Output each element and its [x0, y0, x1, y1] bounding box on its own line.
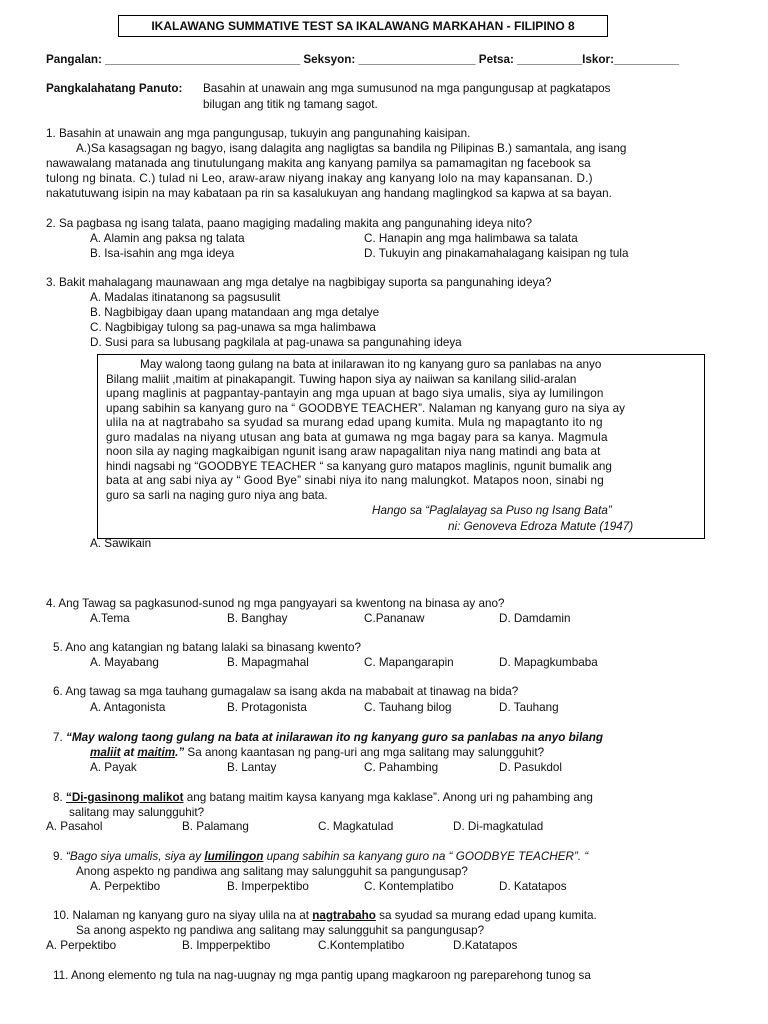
q1-stem: 1. Basahin at unawain ang mga pangungusap, tukuyin ang pangunahing kaisipan. [46, 127, 471, 140]
q9-option-a[interactable]: A. Perpektibo [90, 880, 161, 893]
story-line: noon sila ay naging magkaibigan ngunit isang araw napagalitan niya nang matindi ang bata at [106, 445, 601, 458]
q2-stem: 2. Sa pagbasa ng isang talata, paano magiging madaling makita ang pangunahing ideya nito? [46, 217, 533, 230]
q11-stem: 11. Anong elemento ng tula na nag-uugnay ng mga pantig upang magkaroon ng pareparehong tunog sa [53, 969, 591, 982]
q7-question: Sa anong kaantasan ng pang-uri ang mga salitang may salungguhit? [184, 746, 545, 759]
q7-quote: “May walong taong gulang na bata at inilarawan ito ng kanyang guro sa panlabas na anyo bilang [66, 731, 604, 744]
q9-option-b[interactable]: B. Imperpektibo [227, 880, 309, 893]
q2-option-c[interactable]: C. Hanapin ang mga halimbawa sa talata [364, 232, 578, 245]
story-line: bata at ang sabi niya ay “ Good Bye” sinabi niya ito nang malungkot. Matapos noon, sinabi ng [106, 474, 604, 487]
q7-option-b[interactable]: B. Lantay [227, 761, 277, 774]
q3-option-a[interactable]: A. Madalas itinatanong sa pagsusulit [90, 291, 281, 304]
q10-option-d[interactable]: D.Katatapos [453, 939, 518, 952]
q3-option-b[interactable]: B. Nagbibigay daan upang matandaan ang mga detalye [90, 306, 380, 319]
story-line: Bilang maliit ,maitim at pinakapangit. Tuwing hapon siya ay naiiwan sa kanilang silid-aralan [106, 372, 577, 386]
q10-underlined-word: nagtrabaho [312, 909, 376, 922]
q10-option-a[interactable]: A. Perpektibo [46, 939, 117, 952]
q6-option-d[interactable]: D. Tauhang [499, 701, 559, 714]
story-box [97, 354, 705, 539]
q9-number: 9. [53, 850, 66, 863]
q7-underlined-word-1: maliit [90, 746, 121, 759]
q10-option-b[interactable]: B. Impperpektibo [182, 939, 271, 952]
test-title: IKALAWANG SUMMATIVE TEST SA IKALAWANG MARKAHAN - FILIPINO 8 [118, 15, 608, 37]
q5-option-b[interactable]: B. Mapagmahal [227, 656, 309, 669]
q8-option-a[interactable]: A. Pasahol [46, 820, 103, 833]
q8-stem-line-1 [53, 791, 593, 804]
q8-option-c[interactable]: C. Magkatulad [318, 820, 394, 833]
q9-option-d[interactable]: D. Katatapos [499, 880, 567, 893]
header-fields: Pangalan: ______________________________ Seksyon: __________________ Petsa: __________Iskor:__________ [46, 53, 679, 66]
q4-option-a[interactable]: A.Tema [90, 612, 130, 625]
q7-number: 7. [53, 731, 66, 744]
q7-stem-line-2 [90, 746, 544, 759]
q8-option-d[interactable]: D. Di-magkatulad [453, 820, 544, 833]
q6-option-a[interactable]: A. Antagonista [90, 701, 166, 714]
q3-option-d[interactable]: D. Susi para sa lubusang pagkilala at pag-unawa sa pangunahing ideya [90, 336, 462, 349]
q8-question: ang batang maitim kaysa kanyang mga kaklase”. Anong uri ng pahambing ang [183, 791, 593, 804]
q4-option-b[interactable]: B. Banghay [227, 612, 288, 625]
instructions-line-1: Basahin at unawain ang mga sumusunod na mga pangungusap at pagkatapos [203, 82, 611, 95]
q2-option-b[interactable]: B. Isa-isahin ang mga ideya [90, 247, 235, 260]
q2-option-d[interactable]: D. Tukuyin ang pinakamahalagang kaisipan ng tula [364, 247, 629, 260]
q7-underlined-word-2: maitim [137, 746, 176, 759]
q3-option-c[interactable]: C. Nagbibigay tulong sa pag-unawa sa mga halimbawa [90, 321, 376, 334]
q1-line-1: A.)Sa kasagsagan ng bagyo, isang dalagita ang nagligtas sa bandila ng Pilipinas B.) samantala, ang isang [76, 142, 627, 155]
q6-stem: 6. Ang tawag sa mga tauhang gumagalaw sa isang akda na mababait at tinawag na bida? [53, 685, 519, 698]
q7-stem-line-1 [53, 731, 603, 744]
story-source: Hango sa “Paglalayag sa Puso ng Isang Bata” [372, 504, 612, 517]
q10-pre: 10. Nalaman ng kanyang guro na siyay ulila na at [53, 909, 313, 922]
q10-option-c[interactable]: C.Kontemplatibo [318, 939, 405, 952]
q8-underlined-phrase: “Di-gasinong malikot [66, 791, 184, 804]
story-line: upang maglinis at pagpantay-pantayin ang mga upuan at bago siya umalis, siya ay lumilingon [106, 387, 604, 400]
q10-stem-line-2: Sa anong aspekto ng pandiwa ang salitang may salungguhit sa pangungusap? [76, 924, 485, 937]
q8-stem-line-2: salitang may salungguhit? [69, 806, 205, 819]
q9-underlined-word: lumilingon [204, 850, 264, 863]
q2-option-a[interactable]: A. Alamin ang paksa ng talata [90, 232, 245, 245]
story-line: upang sabihin sa kanyang guro na “ GOODBYE TEACHER”. Nalaman ng kanyang guro na siya ay [106, 401, 626, 415]
q1-line-3: tulong ng binata. C.) tulad ni Leo, araw-araw niyang inakay ang kanyang lolo na may kapansanan. D.) [46, 172, 593, 185]
q9-stem-line-1 [53, 850, 588, 863]
q1-line-4: nakatutuwang isipin na may kabataan pa rin sa kasalukuyan ang handang maglingkod sa kapwa at sa bayan. [46, 187, 612, 200]
q7-option-c[interactable]: C. Pahambing [364, 761, 439, 774]
q6-option-b[interactable]: B. Protagonista [227, 701, 307, 714]
q9-stem-line-2: Anong aspekto ng pandiwa ang salitang may salungguhit sa pangungusap? [76, 865, 468, 878]
q10-post: sa syudad sa murang edad upang kumita. [375, 909, 597, 922]
q9-option-c[interactable]: C. Kontemplatibo [364, 880, 454, 893]
q9-quote-pre: “Bago siya umalis, siya ay [66, 850, 205, 863]
q4-option-c[interactable]: C.Pananaw [364, 612, 425, 625]
q6-option-c[interactable]: C. Tauhang bilog [364, 701, 452, 714]
q10-stem-line-1 [53, 909, 597, 922]
story-line: guro sa sarli na naging guro niya ang bata. [106, 488, 328, 502]
q7-quote-end: .” [175, 746, 185, 759]
story-line: May walong taong gulang na bata at inilarawan ito ng kanyang guro sa panlabas na anyo [140, 358, 602, 371]
q5-option-d[interactable]: D. Mapagkumbaba [499, 656, 598, 669]
q3-stem: 3. Bakit mahalagang maunawaan ang mga detalye na nagbibigay suporta sa pangunahing ideya? [46, 276, 552, 289]
q5-stem: 5. Ano ang katangian ng batang lalaki sa binasang kwento? [53, 641, 362, 654]
q7-option-d[interactable]: D. Pasukdol [499, 761, 563, 774]
stray-option[interactable]: A. Sawikain [90, 537, 152, 550]
q1-line-2: nawawalang matanada ang tinutulungang makita ang kanyang pamilya sa pamamagitan ng facebook sa [46, 157, 591, 170]
q7-and: at [120, 746, 138, 759]
q4-option-d[interactable]: D. Damdamin [499, 612, 571, 625]
q4-stem: 4. Ang Tawag sa pagkasunod-sunod ng mga pangyayari sa kwentong na binasa ay ano? [46, 597, 505, 610]
q8-option-b[interactable]: B. Palamang [182, 820, 249, 833]
q5-option-c[interactable]: C. Mapangarapin [364, 656, 454, 669]
q9-quote-post: upang sabihin sa kanyang guro na “ GOODBYE TEACHER”. “ [263, 850, 589, 863]
story-line: guro madalas na niyang utusan ang bata at gumawa ng mga bagay para sa kanya. Magmula [106, 430, 608, 444]
story-author: ni: Genoveva Edroza Matute (1947) [448, 520, 634, 533]
instructions-line-2: bilugan ang titik ng tamang sagot. [203, 98, 378, 111]
q8-number: 8. [53, 791, 66, 804]
q7-option-a[interactable]: A. Payak [90, 761, 137, 774]
story-line: hindi nagsabi ng “GOODBYE TEACHER “ sa kanyang guro matapos maglinis, ngunit bumalik ang [106, 459, 612, 473]
instructions-label: Pangkalahatang Panuto: [46, 82, 183, 95]
story-line: ulila na at nagtrabaho sa syudad sa murang edad upang kumita. Mula ng mapagtanto ito ng [106, 416, 603, 429]
q5-option-a[interactable]: A. Mayabang [90, 656, 159, 669]
